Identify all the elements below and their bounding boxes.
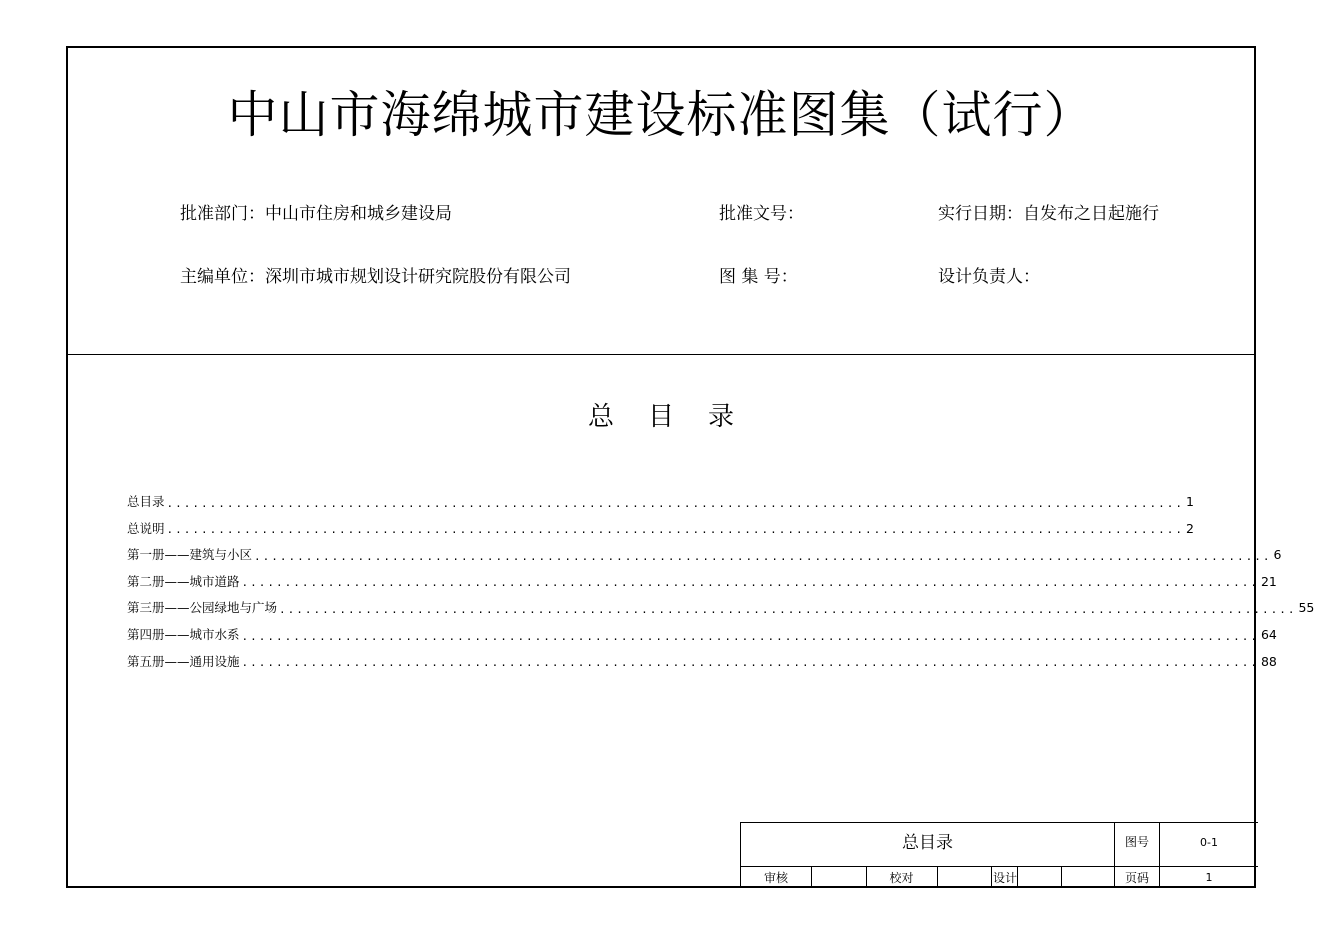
section-divider — [68, 354, 1254, 355]
toc-leader-dots: ...................................................................................................................... — [166, 496, 1184, 510]
toc-item-page: 1 — [1185, 494, 1194, 510]
toc-item-page: 21 — [1260, 573, 1277, 589]
toc-leader-dots: ...................................................................................................................... — [279, 602, 1297, 616]
atlas-number: 图 集 号： — [719, 267, 798, 287]
title-block-col-divider — [1061, 866, 1062, 888]
toc-item-label: 第五册——通用设施 — [127, 653, 240, 669]
toc-item-label: 第一册——建筑与小区 — [127, 547, 253, 563]
toc-item-label: 第二册——城市道路 — [127, 573, 240, 589]
toc-item[interactable] — [127, 588, 1315, 616]
title-block — [740, 822, 1258, 888]
title-block-col-divider — [937, 866, 938, 888]
document-title: 中山市海绵城市建设标准图集（试行） — [227, 86, 1095, 144]
toc-item-page: 64 — [1260, 627, 1277, 643]
title-block-design: 设计 — [993, 871, 1018, 885]
design-lead: 设计负责人： — [938, 267, 1040, 287]
toc-leader-dots: ...................................................................................................................... — [241, 576, 1259, 590]
toc-item[interactable] — [127, 535, 1282, 563]
approval-department: 批准部门：中山市住房和城乡建设局 — [180, 204, 452, 224]
toc-leader-dots: ...................................................................................................................... — [241, 656, 1259, 670]
toc-item[interactable] — [127, 615, 1277, 643]
editor-unit: 主编单位：深圳市城市规划设计研究院股份有限公司 — [180, 267, 571, 287]
toc-item-label: 第四册——城市水系 — [127, 627, 240, 643]
title-block-drawing-no-label: 图号 — [1125, 835, 1150, 849]
toc-item-page: 2 — [1185, 520, 1194, 536]
title-block-page-no: 1 — [1205, 871, 1213, 884]
title-block-col-divider — [811, 866, 812, 888]
toc-item[interactable] — [127, 562, 1277, 590]
title-block-row-divider — [741, 866, 1258, 867]
toc-item-page: 6 — [1273, 547, 1282, 563]
title-block-col-divider — [1017, 866, 1018, 888]
effective-date: 实行日期：自发布之日起施行 — [938, 204, 1159, 224]
toc-item-label: 第三册——公园绿地与广场 — [127, 600, 278, 616]
title-block-check: 校对 — [889, 871, 914, 885]
drawing-sheet — [66, 46, 1315, 888]
title-block-col-divider — [1114, 823, 1115, 888]
title-block-page-label: 页码 — [1125, 871, 1150, 885]
toc-item-page: 88 — [1260, 653, 1277, 669]
toc-item-label: 总说明 — [127, 520, 165, 536]
approval-number: 批准文号： — [719, 204, 804, 224]
title-block-review: 审核 — [763, 871, 788, 885]
title-block-name: 总目录 — [902, 833, 953, 853]
toc-leader-dots: ...................................................................................................................... — [166, 523, 1184, 537]
table-of-contents — [127, 482, 1315, 670]
toc-item-page: 55 — [1298, 600, 1315, 616]
toc-title: 总目录 — [587, 402, 768, 432]
toc-item[interactable] — [127, 482, 1194, 510]
toc-leader-dots: ...................................................................................................................... — [241, 629, 1259, 643]
toc-item[interactable] — [127, 509, 1194, 537]
toc-leader-dots: ...................................................................................................................... — [254, 549, 1272, 563]
toc-item-label: 总目录 — [127, 494, 165, 510]
title-block-drawing-no: 0-1 — [1200, 836, 1218, 849]
toc-item[interactable] — [127, 642, 1277, 670]
title-block-col-divider — [991, 866, 992, 888]
